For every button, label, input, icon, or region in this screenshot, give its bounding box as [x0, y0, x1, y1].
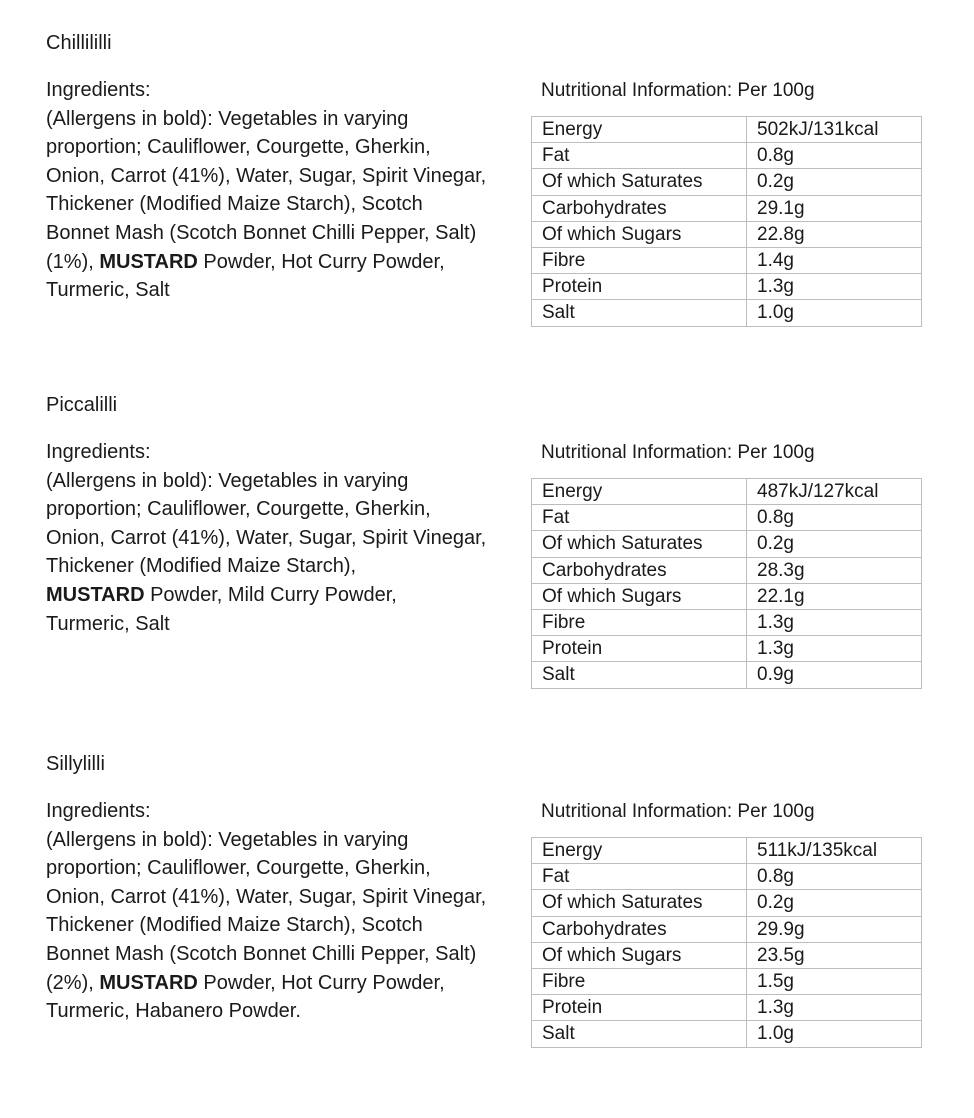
ingredients-block: [46, 438, 526, 638]
ingredients-text-segment: Onion, Carrot (41%), Water, Sugar, Spirit Vinegar,: [46, 885, 487, 908]
nutrition-row: [532, 609, 922, 635]
nutrition-row: [532, 995, 922, 1021]
nutrition-row: [532, 838, 922, 864]
nutrition-label: Energy: [532, 838, 747, 864]
ingredients-line: [46, 911, 526, 940]
ingredients-block: [46, 797, 526, 1026]
ingredients-line: [46, 883, 526, 912]
nutrition-row: [532, 274, 922, 300]
ingredients-line: [46, 581, 526, 610]
nutrition-label: Carbohydrates: [532, 916, 747, 942]
ingredients-line: [46, 133, 526, 162]
product-section-chillililli: [0, 0, 974, 360]
nutrition-label: Of which Sugars: [532, 942, 747, 968]
nutrition-value: 1.3g: [747, 609, 922, 635]
nutrition-value: 29.1g: [747, 195, 922, 221]
nutrition-value: 0.2g: [747, 169, 922, 195]
nutrition-label: Of which Saturates: [532, 890, 747, 916]
nutrition-value: 1.3g: [747, 636, 922, 662]
product-name: Sillylilli: [46, 753, 105, 775]
nutrition-table: [531, 837, 922, 1048]
ingredients-block: [46, 76, 526, 305]
ingredients-text-segment: Thickener (Modified Maize Starch),: [46, 555, 357, 578]
nutrition-row: [532, 195, 922, 221]
ingredients-line: [46, 969, 526, 998]
nutrition-label: Fat: [532, 864, 747, 890]
nutrition-label: Protein: [532, 274, 747, 300]
nutrition-label: Fibre: [532, 247, 747, 273]
nutrition-value: 0.2g: [747, 531, 922, 557]
nutrition-label: Of which Sugars: [532, 583, 747, 609]
nutrition-value: 1.3g: [747, 274, 922, 300]
nutrition-value: 0.8g: [747, 143, 922, 169]
nutrition-row: [532, 583, 922, 609]
nutrition-label: Of which Saturates: [532, 169, 747, 195]
nutrition-label: Carbohydrates: [532, 195, 747, 221]
nutrition-row: [532, 143, 922, 169]
nutrition-value: 0.2g: [747, 890, 922, 916]
nutrition-label: Salt: [532, 662, 747, 688]
nutrition-value: 22.8g: [747, 221, 922, 247]
product-name: Chillililli: [46, 32, 112, 54]
ingredients-text-segment: Bonnet Mash (Scotch Bonnet Chilli Pepper, Salt): [46, 221, 477, 244]
nutrition-table: [531, 478, 922, 689]
ingredients-text-segment: (1%),: [46, 250, 100, 273]
nutrition-row: [532, 636, 922, 662]
nutrition-label: Energy: [532, 117, 747, 143]
nutrition-row: [532, 117, 922, 143]
ingredients-text-segment: proportion; Cauliflower, Courgette, Gherkin,: [46, 136, 431, 159]
nutrition-label: Protein: [532, 995, 747, 1021]
nutrition-value: 23.5g: [747, 942, 922, 968]
ingredients-line: [46, 552, 526, 581]
nutrition-value: 487kJ/127kcal: [747, 479, 922, 505]
nutrition-label: Fibre: [532, 609, 747, 635]
ingredients-text-segment: (Allergens in bold): Vegetables in varying: [46, 107, 409, 130]
nutrition-label: Salt: [532, 300, 747, 326]
ingredients-line: [46, 826, 526, 855]
ingredients-line: [46, 940, 526, 969]
ingredients-text: [46, 105, 526, 305]
nutrition-value: 1.5g: [747, 968, 922, 994]
ingredients-text-segment: Onion, Carrot (41%), Water, Sugar, Spirit Vinegar,: [46, 164, 487, 187]
nutrition-row: [532, 479, 922, 505]
ingredients-heading: Ingredients:: [46, 800, 151, 822]
ingredients-line: [46, 467, 526, 496]
ingredients-text-segment: proportion; Cauliflower, Courgette, Gherkin,: [46, 857, 431, 880]
nutrition-value: 1.4g: [747, 247, 922, 273]
ingredients-line: [46, 162, 526, 191]
ingredients-line: [46, 276, 526, 305]
ingredients-text: [46, 467, 526, 639]
ingredients-line: [46, 219, 526, 248]
ingredients-line: [46, 610, 526, 639]
nutrition-value: 1.0g: [747, 1021, 922, 1047]
nutrition-label: Energy: [532, 479, 747, 505]
nutrition-value: 0.8g: [747, 505, 922, 531]
ingredients-text-segment: Powder, Mild Curry Powder,: [144, 583, 397, 606]
ingredients-text-segment: Bonnet Mash (Scotch Bonnet Chilli Pepper, Salt): [46, 942, 477, 965]
ingredients-text-segment: (Allergens in bold): Vegetables in varying: [46, 828, 409, 851]
nutrition-row: [532, 864, 922, 890]
nutrition-label: Fat: [532, 505, 747, 531]
nutrition-table: [531, 116, 922, 327]
nutrition-row: [532, 557, 922, 583]
nutrition-title: Nutritional Information: Per 100g: [541, 80, 815, 101]
ingredients-text-segment: Powder, Hot Curry Powder,: [197, 971, 445, 994]
ingredients-text-segment: Turmeric, Salt: [46, 279, 170, 302]
ingredients-heading: Ingredients:: [46, 441, 151, 463]
nutrition-label: Protein: [532, 636, 747, 662]
ingredients-text-segment: Thickener (Modified Maize Starch), Scotch: [46, 193, 423, 216]
ingredients-text-segment: Turmeric, Salt: [46, 612, 170, 635]
product-section-sillylilli: [0, 721, 974, 1081]
ingredients-line: [46, 495, 526, 524]
ingredients-text-segment: Powder, Hot Curry Powder,: [197, 250, 445, 273]
nutrition-value: 0.8g: [747, 864, 922, 890]
ingredients-line: [46, 997, 526, 1026]
nutrition-label: Carbohydrates: [532, 557, 747, 583]
ingredients-line: [46, 105, 526, 134]
ingredients-line: [46, 248, 526, 277]
nutrition-title: Nutritional Information: Per 100g: [541, 801, 815, 822]
ingredients-text-segment: Thickener (Modified Maize Starch), Scotch: [46, 914, 423, 937]
ingredients-heading: Ingredients:: [46, 79, 151, 101]
ingredients-line: [46, 190, 526, 219]
nutrition-value: 1.0g: [747, 300, 922, 326]
product-section-piccalilli: [0, 362, 974, 722]
ingredients-line: [46, 524, 526, 553]
ingredients-text-segment: Onion, Carrot (41%), Water, Sugar, Spirit Vinegar,: [46, 526, 487, 549]
nutrition-title: Nutritional Information: Per 100g: [541, 442, 815, 463]
nutrition-label: Of which Sugars: [532, 221, 747, 247]
nutrition-value: 29.9g: [747, 916, 922, 942]
ingredients-line: [46, 854, 526, 883]
nutrition-label: Fibre: [532, 968, 747, 994]
nutrition-value: 28.3g: [747, 557, 922, 583]
nutrition-row: [532, 942, 922, 968]
nutrition-value: 502kJ/131kcal: [747, 117, 922, 143]
ingredients-text-segment: (2%),: [46, 971, 100, 994]
nutrition-row: [532, 221, 922, 247]
nutrition-value: 0.9g: [747, 662, 922, 688]
allergen-text: MUSTARD: [46, 583, 145, 606]
allergen-text: MUSTARD: [99, 971, 198, 994]
nutrition-row: [532, 890, 922, 916]
product-name: Piccalilli: [46, 394, 118, 416]
nutrition-value: 511kJ/135kcal: [747, 838, 922, 864]
nutrition-row: [532, 968, 922, 994]
nutrition-value: 1.3g: [747, 995, 922, 1021]
nutrition-label: Salt: [532, 1021, 747, 1047]
nutrition-row: [532, 662, 922, 688]
nutrition-row: [532, 505, 922, 531]
nutrition-value: 22.1g: [747, 583, 922, 609]
ingredients-text-segment: Turmeric, Habanero Powder.: [46, 1000, 301, 1023]
nutrition-row: [532, 531, 922, 557]
nutrition-label: Of which Saturates: [532, 531, 747, 557]
ingredients-text-segment: proportion; Cauliflower, Courgette, Gherkin,: [46, 498, 431, 521]
ingredients-text: [46, 826, 526, 1026]
nutrition-row: [532, 1021, 922, 1047]
nutrition-row: [532, 247, 922, 273]
nutrition-row: [532, 300, 922, 326]
nutrition-row: [532, 916, 922, 942]
nutrition-row: [532, 169, 922, 195]
allergen-text: MUSTARD: [99, 250, 198, 273]
nutrition-label: Fat: [532, 143, 747, 169]
ingredients-text-segment: (Allergens in bold): Vegetables in varying: [46, 469, 409, 492]
